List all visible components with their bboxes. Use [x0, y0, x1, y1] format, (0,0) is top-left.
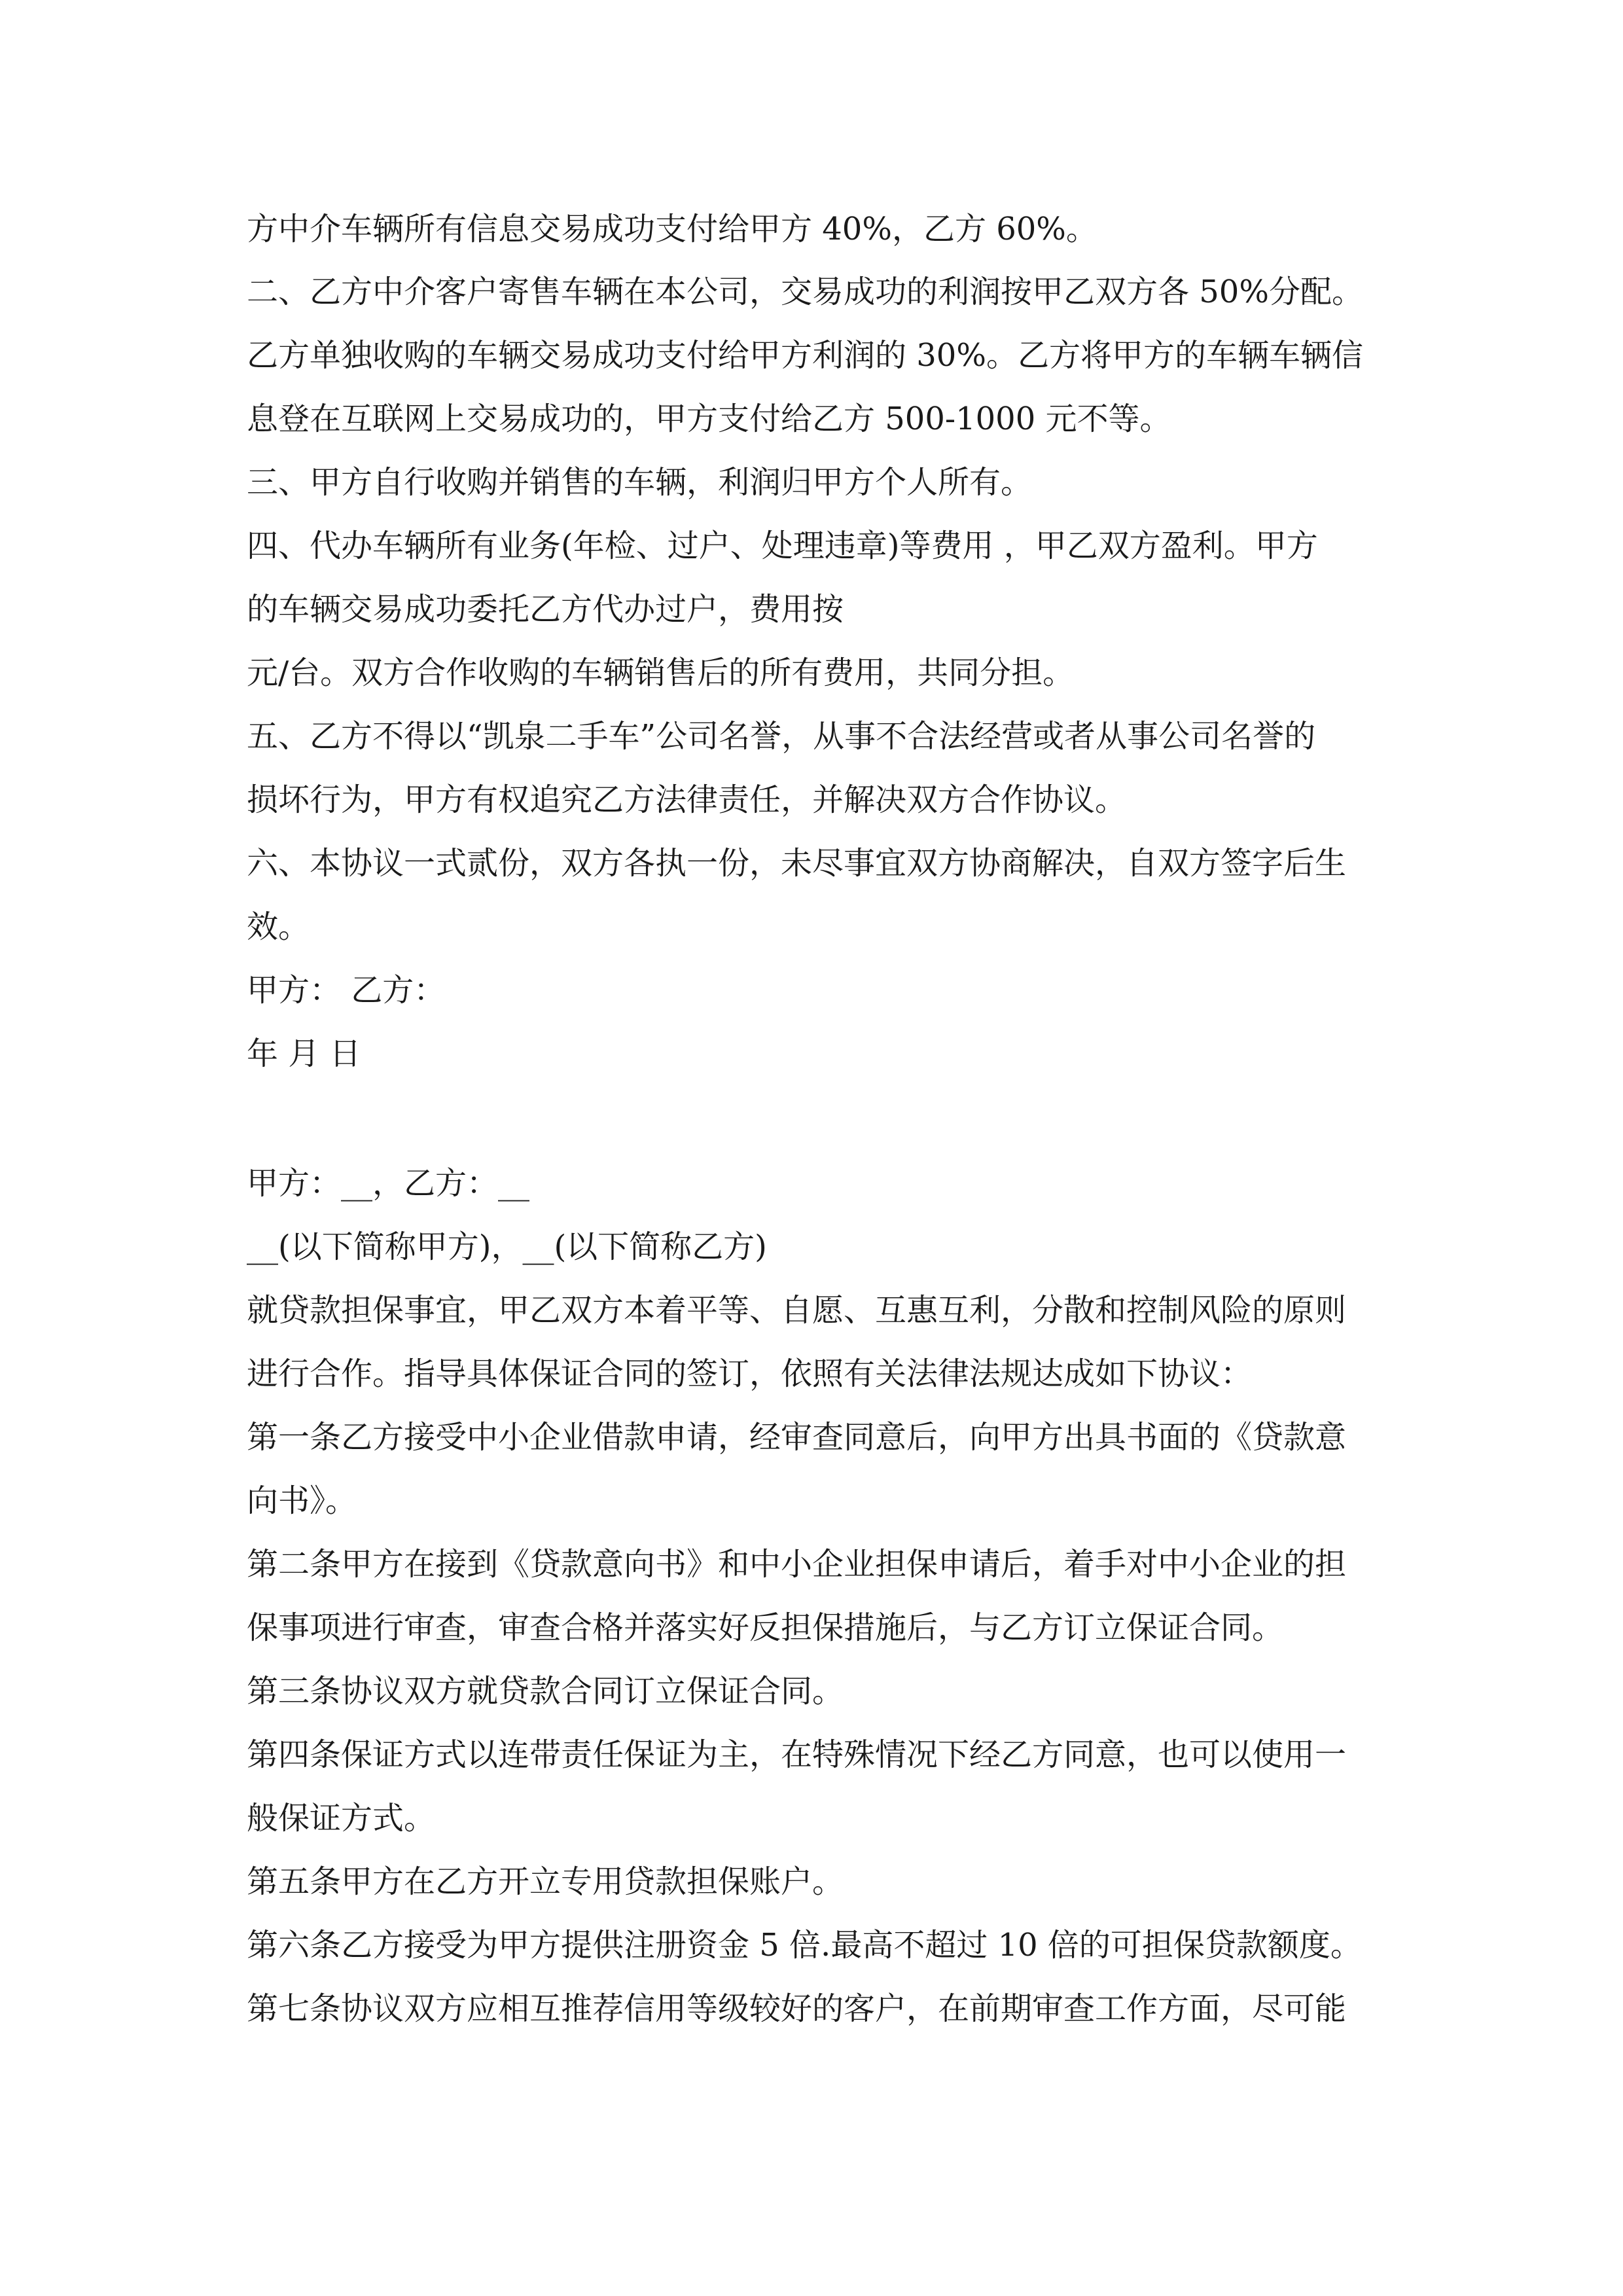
article-line: 第一条乙方接受中小企业借款申请，经审查同意后，向甲方出具书面的《贷款意 — [247, 1419, 1347, 1456]
parties-line: 甲方：__，乙方：__ — [247, 1165, 530, 1202]
article-line: 向书》。 — [247, 1482, 357, 1519]
paragraph-line: 损坏行为，甲方有权追究乙方法律责任，并解决双方合作协议。 — [247, 781, 1127, 818]
paragraph-line: 三、甲方自行收购并销售的车辆，利润归甲方个人所有。 — [247, 464, 1033, 501]
article-line: 第六条乙方接受为甲方提供注册资金 5 倍.最高不超过 10 倍的可担保贷款额度。 — [247, 1927, 1362, 1964]
article-line: 第五条甲方在乙方开立专用贷款担保账户。 — [247, 1863, 844, 1900]
date-line: 年 月 日 — [247, 1035, 361, 1072]
article-line: 第三条协议双方就贷款合同订立保证合同。 — [247, 1673, 844, 1710]
article-line: 第四条保证方式以连带责任保证为主，在特殊情况下经乙方同意，也可以使用一 — [247, 1736, 1347, 1773]
paragraph-line: 四、代办车辆所有业务(年检、过户、处理违章)等费用 ，甲乙双方盈利。甲方 — [247, 528, 1318, 564]
article-line: 第二条甲方在接到《贷款意向书》和中小企业担保申请后，着手对中小企业的担 — [247, 1546, 1347, 1583]
signature-parties-line: 甲方： 乙方： — [247, 972, 446, 1009]
paragraph-line: 六、本协议一式贰份，双方各执一份，未尽事宜双方协商解决，自双方签字后生 — [247, 845, 1347, 882]
paragraph-line: 二、乙方中介客户寄售车辆在本公司，交易成功的利润按甲乙双方各 50%分配。 — [247, 274, 1363, 310]
paragraph-line: 乙方单独收购的车辆交易成功支付给甲方利润的 30%。乙方将甲方的车辆车辆信 — [247, 337, 1363, 374]
paragraph-line: 就贷款担保事宜，甲乙双方本着平等、自愿、互惠互利，分散和控制风险的原则 — [247, 1292, 1347, 1329]
paragraph-line: 元/台。双方合作收购的车辆销售后的所有费用，共同分担。 — [247, 655, 1075, 691]
paragraph-line: 的车辆交易成功委托乙方代办过户，费用按 — [247, 591, 844, 628]
article-line: 保事项进行审查，审查合格并落实好反担保措施后，与乙方订立保证合同。 — [247, 1609, 1284, 1646]
paragraph-line: 五、乙方不得以“凯泉二手车”公司名誉，从事不合法经营或者从事公司名誉的 — [247, 718, 1316, 755]
paragraph-line: 方中介车辆所有信息交易成功支付给甲方 40%，乙方 60%。 — [247, 211, 1097, 247]
parties-abbreviation-line: __(以下简称甲方)，__(以下简称乙方) — [247, 1229, 767, 1265]
article-line: 第七条协议双方应相互推荐信用等级较好的客户，在前期审查工作方面，尽可能 — [247, 1990, 1347, 2027]
article-line: 般保证方式。 — [247, 1800, 436, 1837]
paragraph-line: 效。 — [247, 908, 310, 945]
paragraph-line: 进行合作。指导具体保证合同的签订，依照有关法律法规达成如下协议： — [247, 1355, 1253, 1392]
paragraph-line: 息登在互联网上交易成功的，甲方支付给乙方 500-1000 元不等。 — [247, 401, 1171, 437]
